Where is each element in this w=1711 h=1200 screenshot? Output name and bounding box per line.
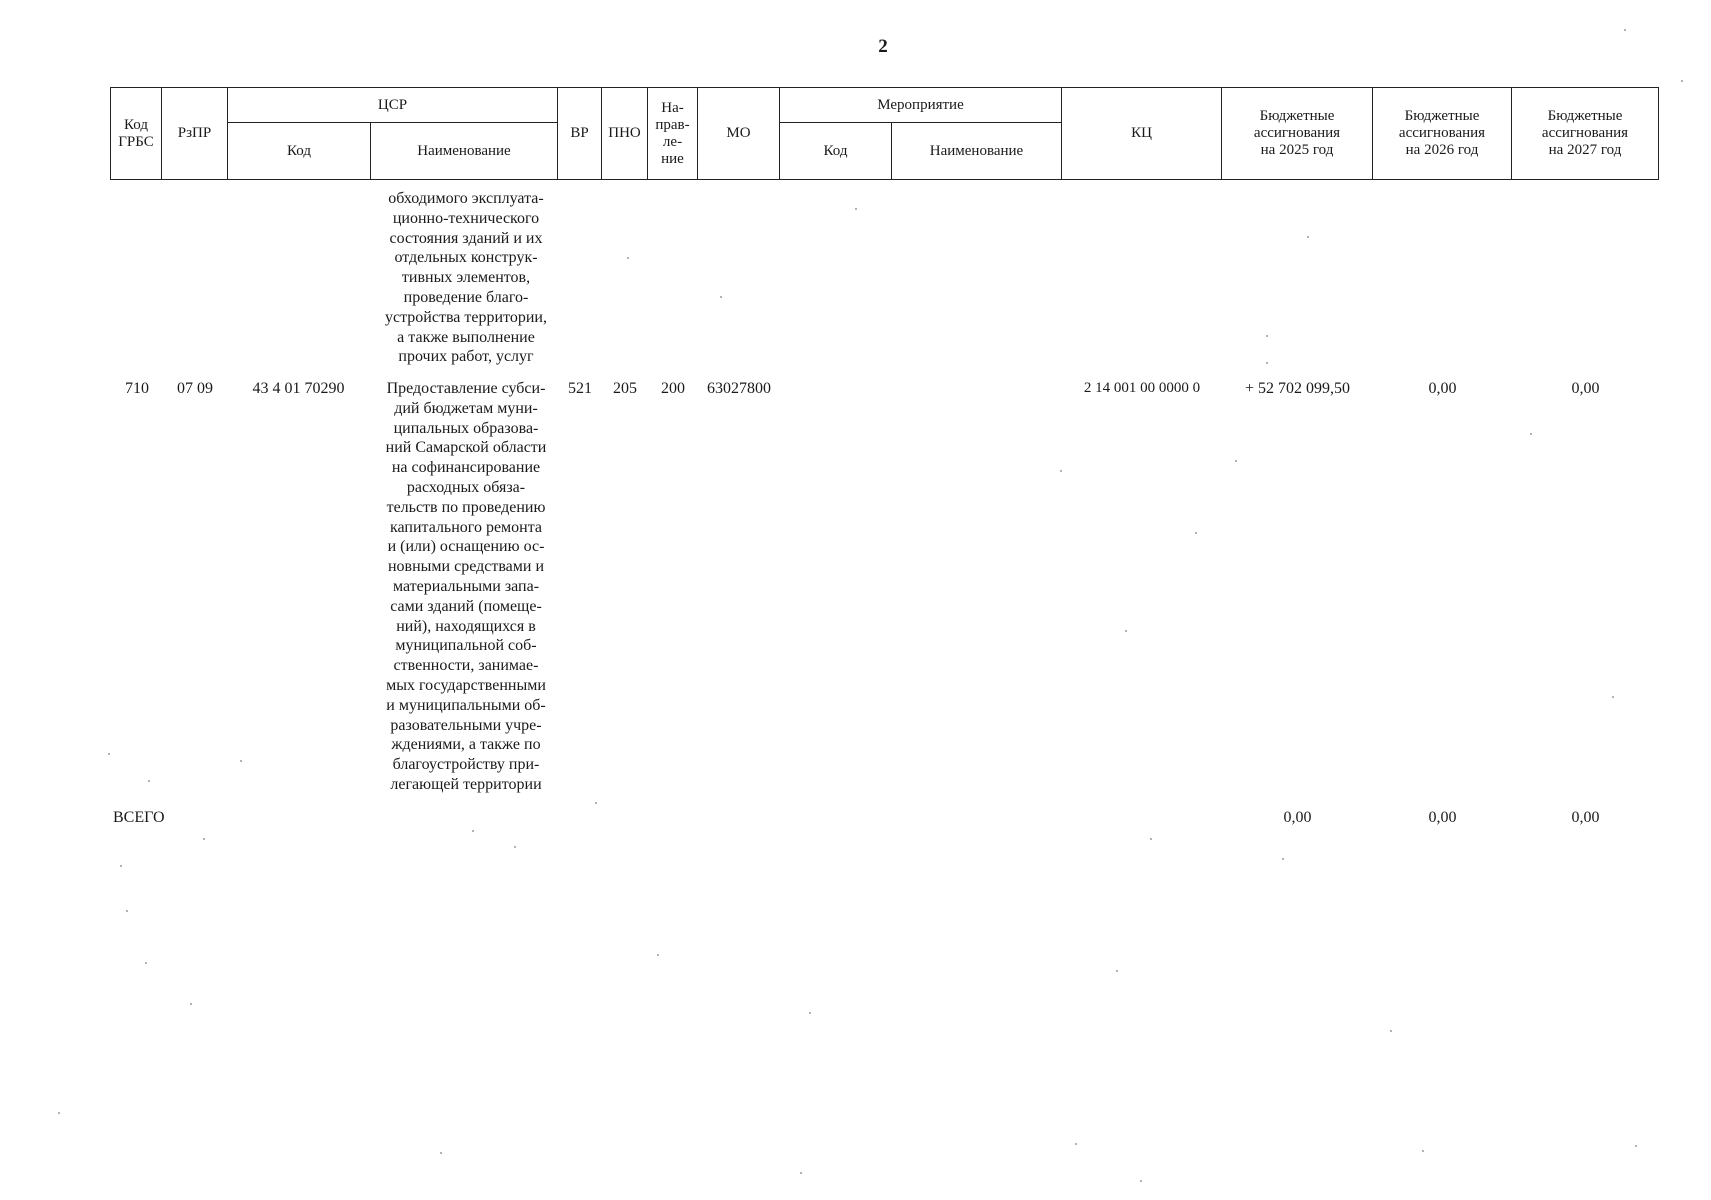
- row-csr-name: Предоставление субси- дий бюджетам муни- ципальных образова- ний Самарской области на софинансирование расходных обяза- тельств по проведению капитального ремонта и (или) оснащению ос- новными средствами и материальными запа- сами зданий (помеще- ний), находящихся в муниципальной соб- ственности, занимае- мых государственными и муниципальными об- разовательными учре- ждениями, а также по благоустройству при- легающей территории: [385, 380, 547, 793]
- total-budget-2026: 0,00: [1428, 809, 1457, 826]
- header-pno: ПНО: [602, 88, 648, 180]
- row-mo: 63027800: [707, 380, 771, 397]
- header-csr-code: Код: [228, 123, 371, 180]
- total-budget-2027: 0,00: [1571, 809, 1600, 826]
- page-number: 2: [878, 36, 888, 57]
- row-budget-2026: 0,00: [1428, 380, 1457, 397]
- header-grbs: Код ГРБС: [111, 88, 162, 180]
- header-mo: МО: [698, 88, 780, 180]
- header-rzpr: РзПР: [162, 88, 228, 180]
- header-event-name: Наименование: [892, 123, 1062, 180]
- header-budget-2026: Бюджетные ассигнования на 2026 год: [1373, 88, 1512, 180]
- row-grbs: 710: [125, 380, 149, 397]
- row-csr-code: 43 4 01 70290: [252, 380, 345, 397]
- row-rzpr: 07 09: [177, 380, 213, 397]
- header-direction: На- прав- ле- ние: [648, 88, 698, 180]
- header-budget-2025: Бюджетные ассигнования на 2025 год: [1222, 88, 1373, 180]
- header-event-code: Код: [780, 123, 892, 180]
- row-continuation-name: обходимого эксплуата- ционно-технического состояния зданий и их отдельных конструк- тивных элементов, проведение благо- устройства территории, а также выполнение прочих работ, услуг: [385, 190, 547, 366]
- header-csr: ЦСР: [228, 88, 558, 123]
- row-kc: 2 14 001 00 0000 0: [1083, 380, 1201, 396]
- table-header: [110, 87, 1659, 180]
- header-csr-name: Наименование: [371, 123, 558, 180]
- row-direction: 200: [661, 380, 685, 397]
- header-vr: ВР: [558, 88, 602, 180]
- row-budget-2025: + 52 702 099,50: [1244, 380, 1351, 397]
- row-pno: 205: [613, 380, 637, 397]
- row-vr: 521: [568, 380, 592, 397]
- total-budget-2025: 0,00: [1283, 809, 1312, 826]
- header-budget-2027: Бюджетные ассигнования на 2027 год: [1512, 88, 1659, 180]
- row-budget-2027: 0,00: [1571, 380, 1600, 397]
- header-kc: КЦ: [1062, 88, 1222, 180]
- header-event: Мероприятие: [780, 88, 1062, 123]
- total-label: ВСЕГО: [113, 809, 165, 826]
